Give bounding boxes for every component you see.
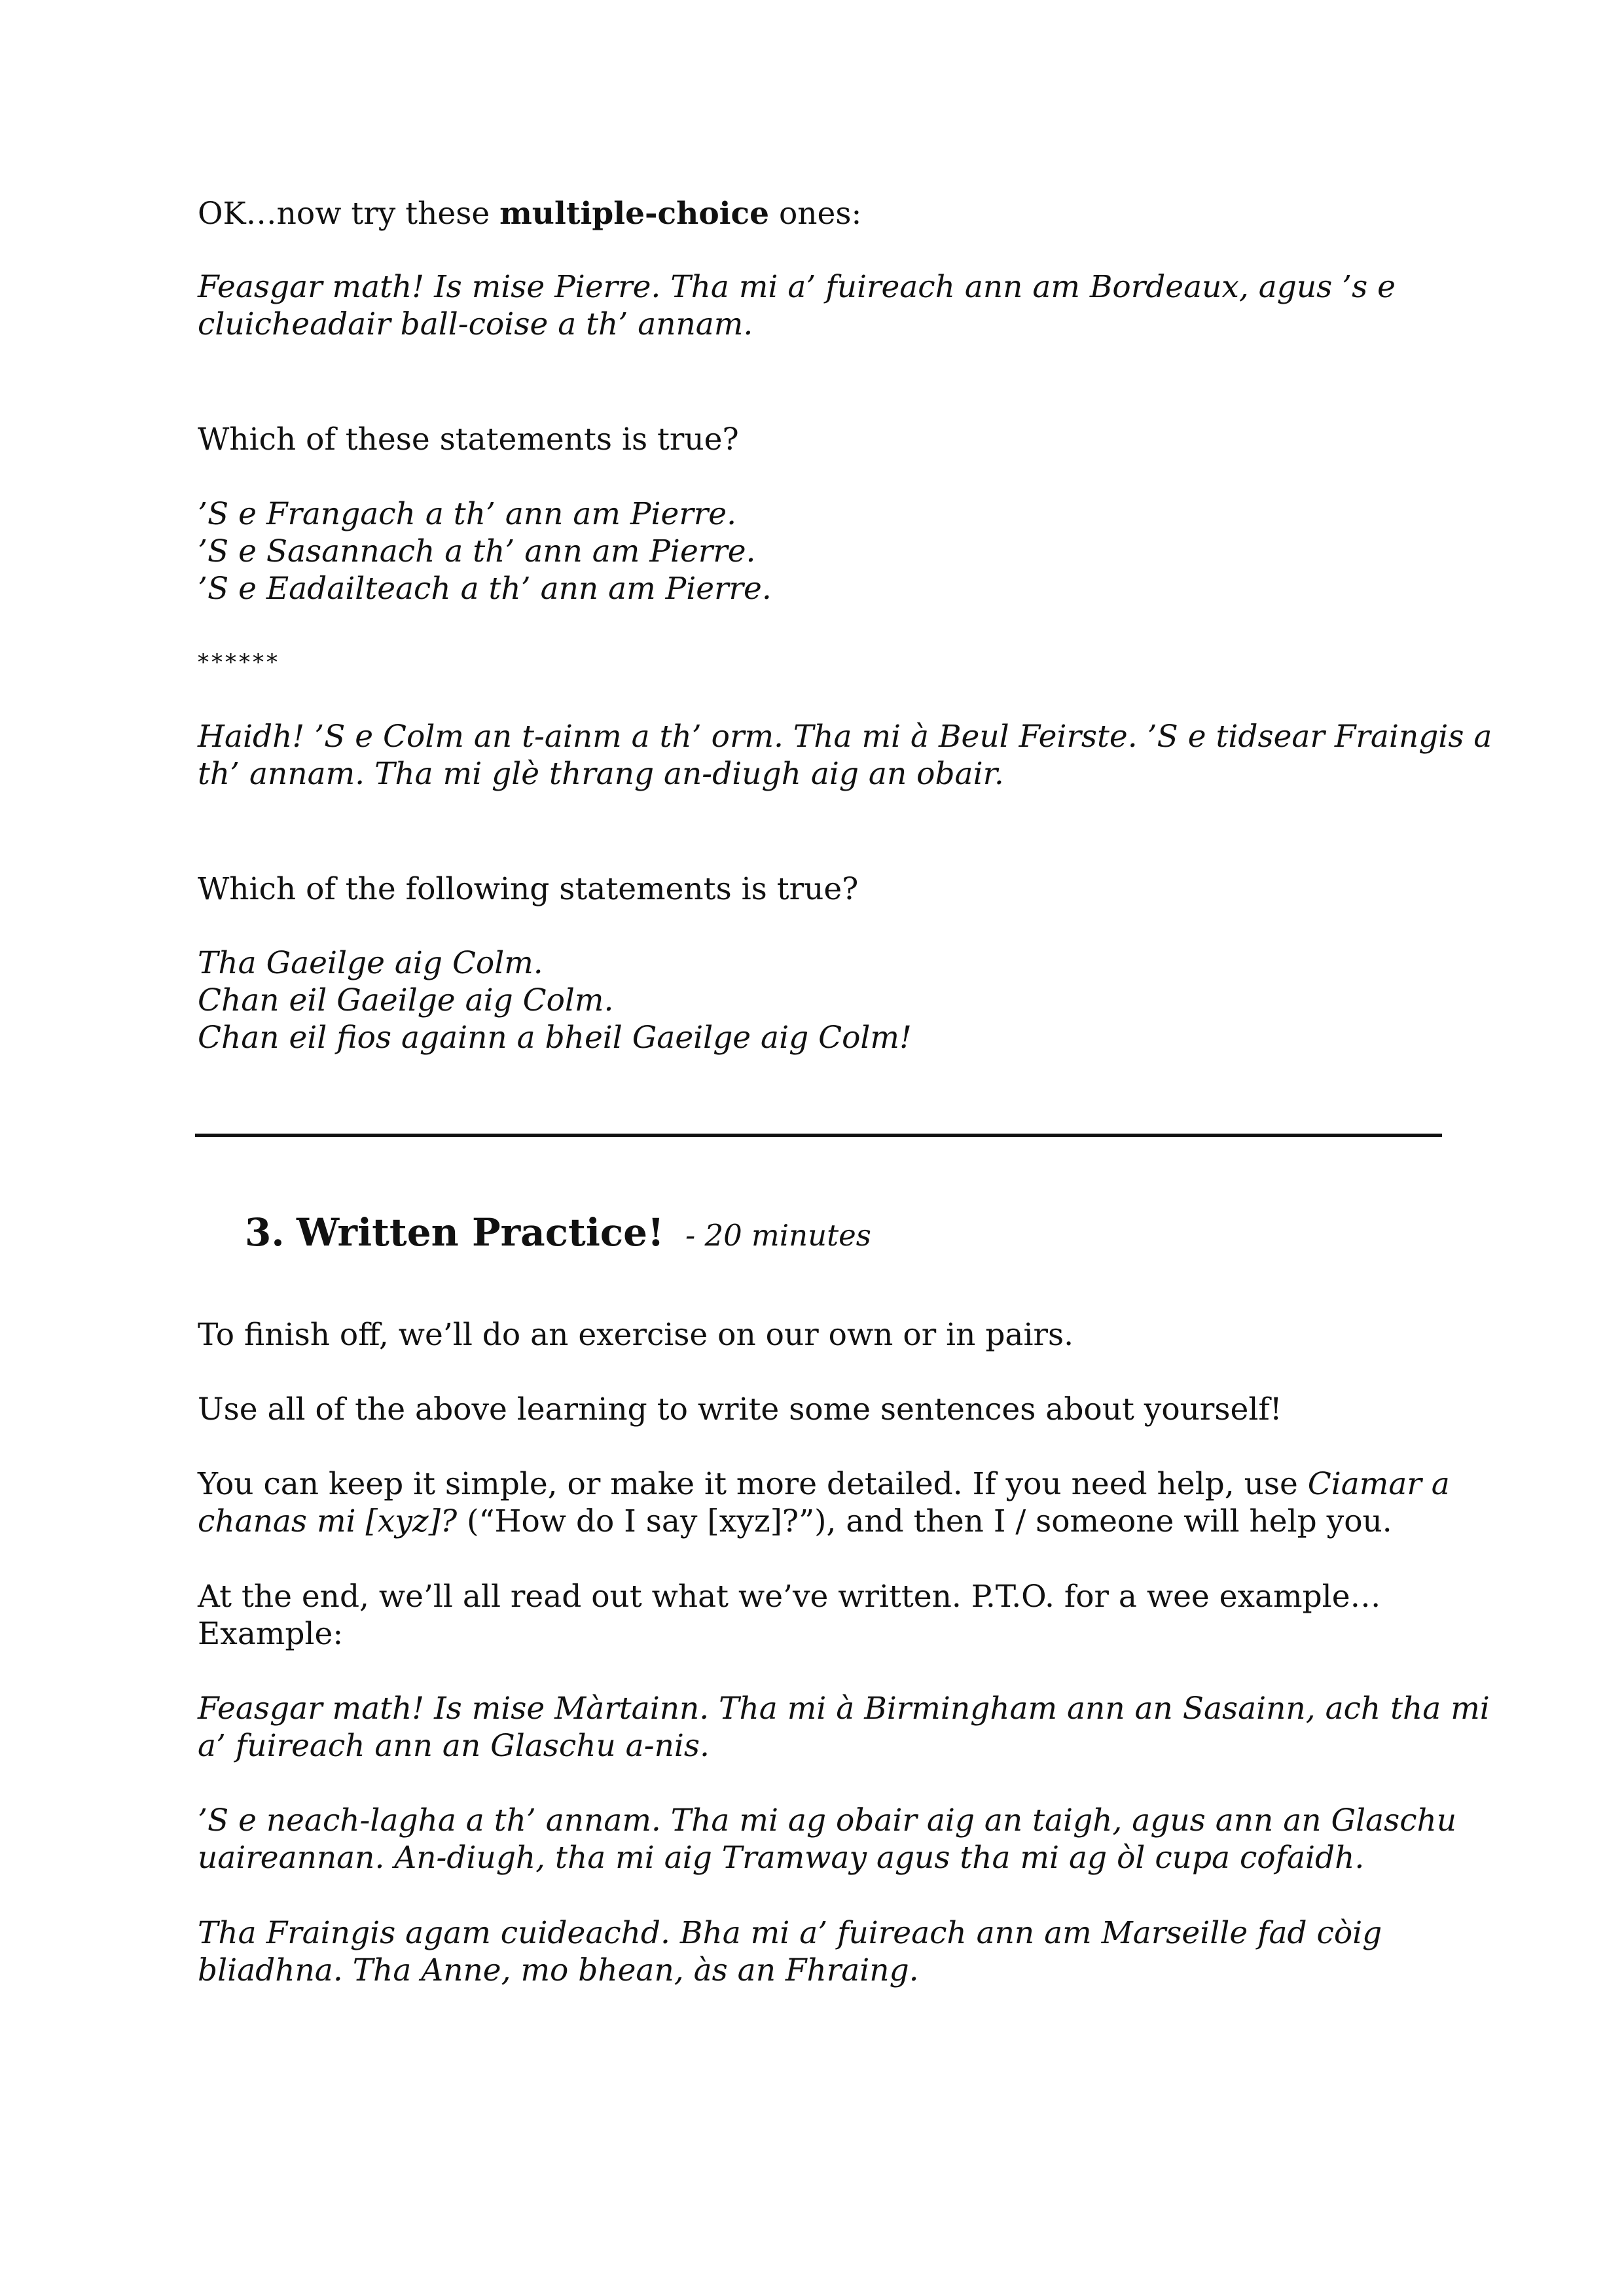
example-line: Tha Fraingis agam cuideachd. Bha mi a’ fuireach ann am Marseille fad còig	[198, 1915, 1382, 1951]
example-label: Example:	[198, 1616, 344, 1652]
intro-bold: multiple-choice	[499, 196, 770, 232]
intro-line	[198, 195, 1441, 232]
paragraph-help-line	[198, 1503, 1441, 1540]
intro-prefix: OK…now try these	[198, 196, 500, 232]
paragraph-help-line	[198, 1465, 1450, 1503]
paragraph-help	[198, 1465, 1450, 1540]
q1-passage	[198, 268, 1441, 343]
q2-passage-line: Haidh! ’S e Colm an t-ainm a th’ orm. Tha mi à Beul Feirste. ’S e tidsear Fraingis a	[198, 719, 1492, 755]
q1-option: ’S e Sasannach a th’ ann am Pierre.	[198, 533, 756, 569]
section-heading	[245, 1210, 871, 1259]
horizontal-rule	[195, 1134, 1442, 1137]
example-paragraph-2	[198, 1802, 1457, 1876]
example-line: a’ fuireach ann an Glaschu a-nis.	[198, 1728, 710, 1764]
q2-option: Chan eil Gaeilge aig Colm.	[198, 982, 614, 1018]
paragraph-use-learning: Use all of the above learning to write some sentences about yourself!	[198, 1391, 1282, 1427]
example-line: bliadhna. Tha Anne, mo bhean, às an Fhraing.	[198, 1952, 919, 1988]
help-text: (“How do I say [xyz]?”), and then I / someone will help you.	[457, 1503, 1392, 1539]
q2-passage-line: th’ annam. Tha mi glè thrang an-diugh aig an obair.	[198, 756, 1004, 792]
help-phrase-italic: chanas mi [xyz]?	[198, 1503, 458, 1539]
intro-suffix: ones:	[769, 196, 862, 232]
help-text: You can keep it simple, or make it more detailed. If you need help, use	[198, 1466, 1308, 1502]
paragraph-finish-off: To finish off, we’ll do an exercise on our own or in pairs.	[198, 1317, 1074, 1353]
q1-question: Which of these statements is true?	[198, 422, 739, 457]
q2-option: Tha Gaeilge aig Colm.	[198, 945, 543, 981]
q1-option: ’S e Eadailteach a th’ ann am Pierre.	[198, 571, 772, 607]
paragraph-end	[198, 1578, 1441, 1653]
q2-question: Which of the following statements is true?	[198, 871, 859, 907]
q1-options	[198, 495, 1441, 607]
example-paragraph-1	[198, 1690, 1490, 1765]
section-subtitle: - 20 minutes	[685, 1218, 871, 1253]
section-title: Written Practice!	[297, 1210, 664, 1255]
separator-stars: ******	[198, 649, 280, 675]
example-line: Feasgar math! Is mise Màrtainn. Tha mi à Birmingham ann an Sasainn, ach tha mi	[198, 1691, 1490, 1727]
q1-option: ’S e Frangach a th’ ann am Pierre.	[198, 496, 737, 532]
q2-option: Chan eil fios againn a bheil Gaeilge aig Colm!	[198, 1020, 912, 1056]
help-phrase-italic: Ciamar a	[1307, 1466, 1450, 1502]
paragraph-end-line: At the end, we’ll all read out what we’ve written. P.T.O. for a wee example…	[198, 1579, 1381, 1615]
q1-passage-line: Feasgar math! Is mise Pierre. Tha mi a’ fuireach ann am Bordeaux, agus ’s e	[198, 269, 1396, 305]
example-paragraph-3	[198, 1914, 1441, 1989]
example-line: ’S e neach-lagha a th’ annam. Tha mi ag obair aig an taigh, agus ann an Glaschu	[198, 1803, 1457, 1839]
q2-options	[198, 944, 1441, 1056]
q2-passage	[198, 718, 1492, 793]
example-line: uaireannan. An-diugh, tha mi aig Tramway agus tha mi ag òl cupa cofaidh.	[198, 1840, 1365, 1876]
q1-passage-line: cluicheadair ball-coise a th’ annam.	[198, 306, 753, 342]
section-number: 3.	[245, 1210, 285, 1255]
